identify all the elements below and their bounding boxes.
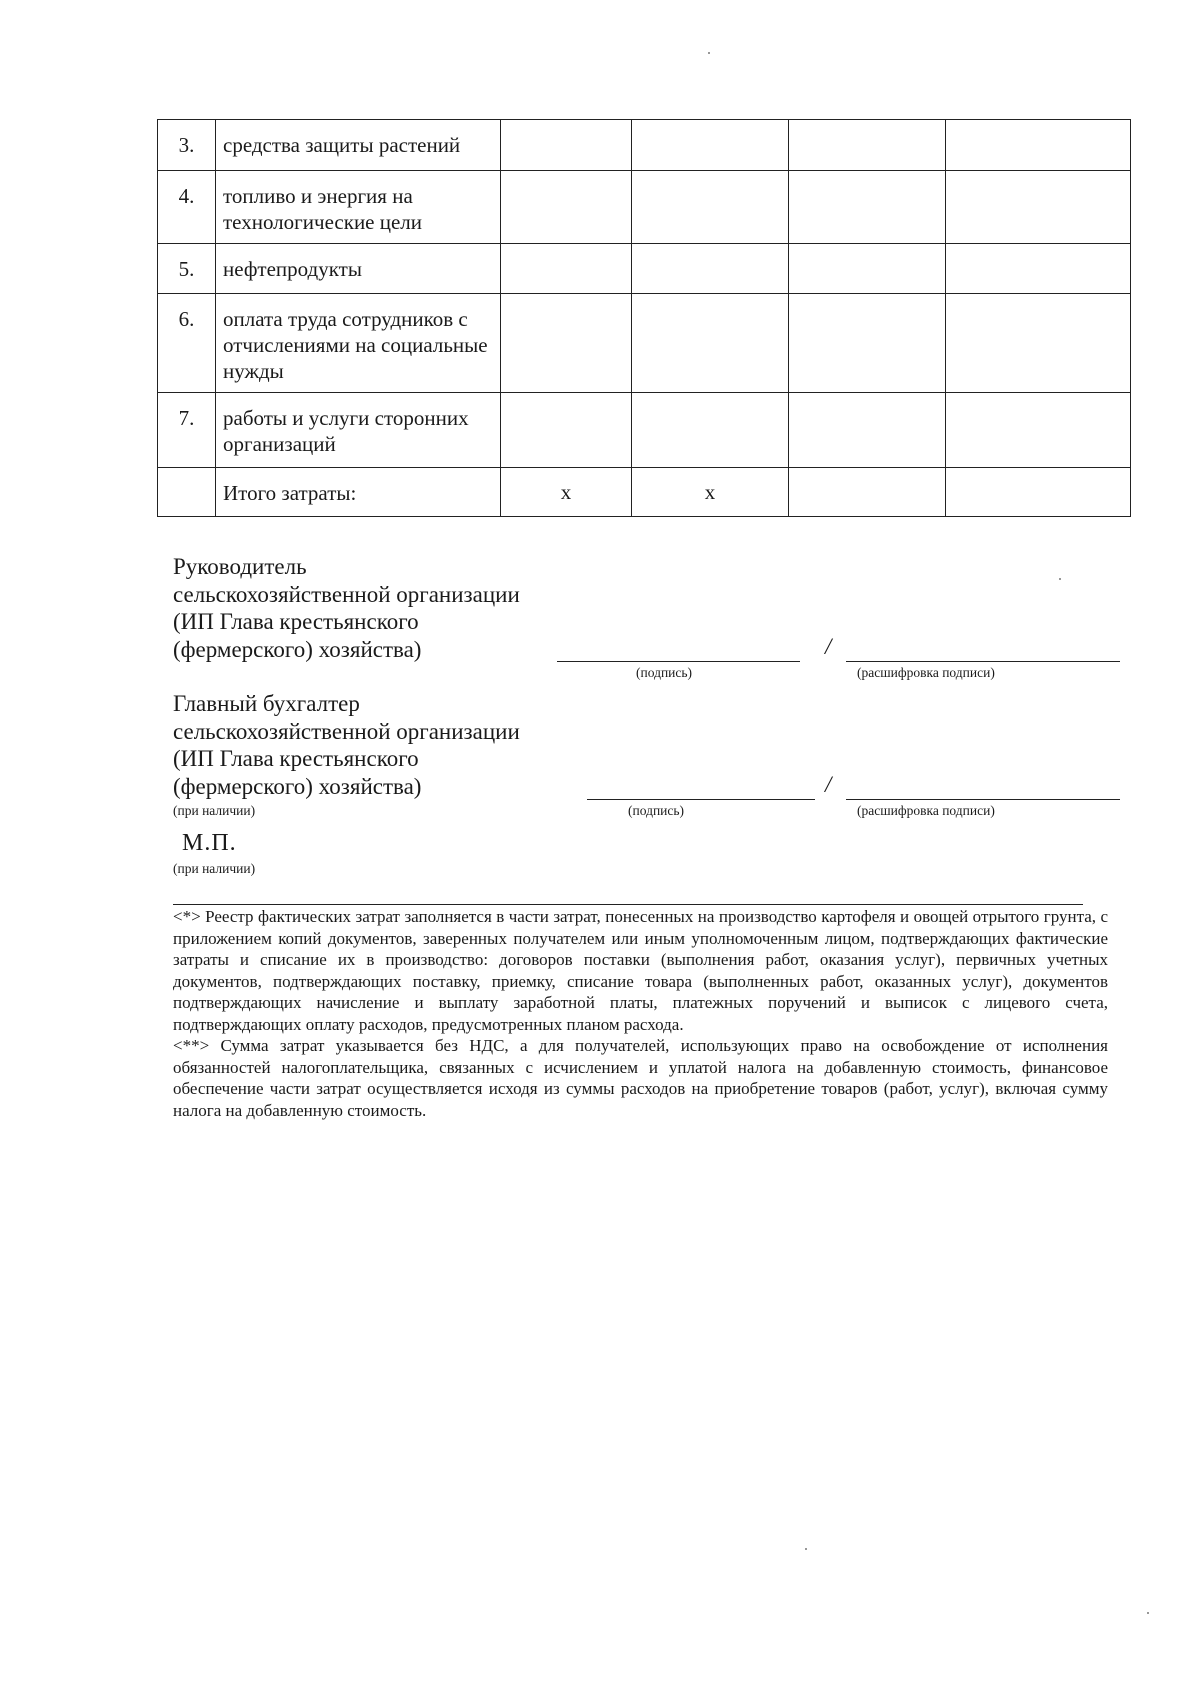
head-decode-line — [846, 661, 1120, 662]
cell — [946, 244, 1131, 294]
accountant-title: Главный бухгалтер сельскохозяйственной организации (ИП Глава крестьянского (фермерского) хозяйства) — [173, 691, 520, 799]
row-number: 7. — [158, 393, 216, 468]
table-row — [158, 120, 1131, 171]
table-row — [158, 294, 1131, 393]
total-cell-x: x — [501, 468, 632, 517]
row-number: 6. — [158, 294, 216, 393]
head-sign-caption: (подпись) — [636, 665, 693, 680]
cell — [632, 120, 789, 171]
row-name: работы и услуги сторонних организаций — [216, 393, 501, 468]
table-row — [158, 393, 1131, 468]
cell — [789, 468, 946, 517]
cell — [501, 294, 632, 393]
footnote-2: <**> Сумма затрат указывается без НДС, а для получателей, использующих право на освобождение от исполнения обязанностей налогоплательщика, связанных с исчислением и уплатой налога на добавленную стоимость, финансовое обеспечение части затрат осуществляется исходя из суммы расходов на приобретение товаров (работ, услуг), включая сумму налога на добавленную стоимость. — [173, 1036, 1108, 1120]
head-signature-line — [557, 661, 800, 662]
cell — [632, 294, 789, 393]
accountant-note: (при наличии) — [173, 803, 256, 818]
cell — [946, 468, 1131, 517]
scan-speck — [1147, 1612, 1149, 1614]
row-number: 4. — [158, 171, 216, 244]
cell — [946, 393, 1131, 468]
stamp-label: М.П. — [182, 830, 237, 856]
accountant-slash: / — [825, 772, 832, 797]
cell — [789, 171, 946, 244]
total-label: Итого затраты: — [216, 468, 501, 517]
row-name: нефтепродукты — [216, 244, 501, 294]
row-name: оплата труда сотрудников с отчислениями на социальные нужды — [216, 294, 501, 393]
row-name: топливо и энергия на технологические цели — [216, 171, 501, 244]
row-number: 3. — [158, 120, 216, 171]
footnote-1: <*> Реестр фактических затрат заполняется в части затрат, понесенных на производство картофеля и овощей отрытого грунта, с приложением копий документов, заверенных получателем или иным уполномоченным лицом, подтверждающих фактические затраты и списание их в производство: договоров поставки (выполнения работ, оказания услуг), первичных учетных документов, подтверждающих поставку, приемку, списание товара (выполненных работ, оказанных услуг), документов подтверждающих начисление и выплату заработной платы, платежных поручений и выписок с лицевого счета, подтверждающих оплату расходов, предусмотренных планом расхода. — [173, 907, 1108, 1034]
cell — [632, 171, 789, 244]
cell — [632, 393, 789, 468]
cell — [501, 120, 632, 171]
cell — [501, 393, 632, 468]
footnote-rule — [173, 904, 1083, 905]
total-row — [158, 468, 1131, 517]
cell — [789, 244, 946, 294]
row-name: средства защиты растений — [216, 120, 501, 171]
head-slash: / — [825, 634, 832, 659]
cell — [946, 120, 1131, 171]
cell — [158, 468, 216, 517]
cell — [501, 171, 632, 244]
total-cell-x: x — [632, 468, 789, 517]
cell — [946, 171, 1131, 244]
scan-speck — [805, 1548, 807, 1550]
cell — [632, 244, 789, 294]
scan-speck — [1059, 578, 1061, 580]
scan-speck — [708, 52, 710, 54]
stamp-note: (при наличии) — [173, 861, 256, 876]
head-decode-caption: (расшифровка подписи) — [857, 665, 995, 680]
cell — [501, 244, 632, 294]
cell — [789, 120, 946, 171]
table-row — [158, 244, 1131, 294]
cell — [789, 294, 946, 393]
footnotes — [173, 906, 1108, 1121]
accountant-sign-caption: (подпись) — [628, 803, 685, 818]
cell — [789, 393, 946, 468]
cell — [946, 294, 1131, 393]
row-number: 5. — [158, 244, 216, 294]
accountant-decode-line — [846, 799, 1120, 800]
accountant-decode-caption: (расшифровка подписи) — [857, 803, 995, 818]
costs-table — [157, 119, 1131, 517]
accountant-signature-line — [587, 799, 815, 800]
table-row — [158, 171, 1131, 244]
head-title: Руководитель сельскохозяйственной организации (ИП Глава крестьянского (фермерского) хозяйства) — [173, 554, 520, 662]
